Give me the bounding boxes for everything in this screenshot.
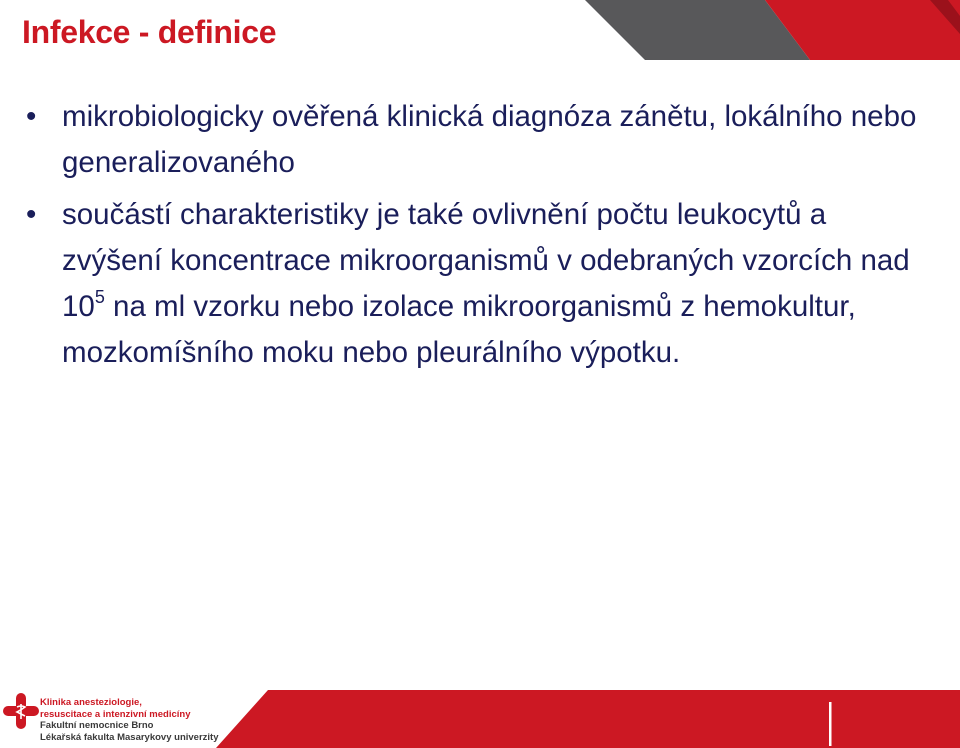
- footer-divider: [829, 702, 832, 746]
- bullet-item: [26, 192, 926, 376]
- slide-title: Infekce - definice: [22, 14, 277, 50]
- bullet-text: [62, 192, 926, 376]
- footer-line-4: Lékařská fakulta Masarykovy univerzity: [40, 731, 219, 743]
- bullet-dot: •: [26, 198, 37, 231]
- bullet-item: [26, 94, 926, 186]
- medical-cross-logo-icon: [2, 692, 40, 730]
- superscript-exponent: 5: [94, 287, 105, 308]
- bullet-text-before: součástí charakteristiky je také ovlivnění počtu leukocytů a zvýšení koncentrace mikroorganismů v odebraných vzorcích nad 10: [62, 198, 910, 323]
- footer-red-band: [216, 690, 960, 748]
- footer-line-2: resuscitace a intenzivní medicíny: [40, 708, 191, 720]
- bullet-text: mikrobiologicky ověřená klinická diagnóza zánětu, lokálního nebo generalizovaného: [62, 100, 917, 179]
- bullet-dot: •: [26, 100, 37, 133]
- footer-institution: [40, 697, 218, 743]
- footer-line-1: Klinika anesteziologie,: [40, 697, 142, 708]
- bullet-list: [26, 94, 926, 382]
- footer-line-3: Fakultní nemocnice Brno: [40, 720, 154, 731]
- bullet-text-after: na ml vzorku nebo izolace mikroorganismů z hemokultur, mozkomíšního moku nebo pleurálního výpotku.: [62, 290, 856, 369]
